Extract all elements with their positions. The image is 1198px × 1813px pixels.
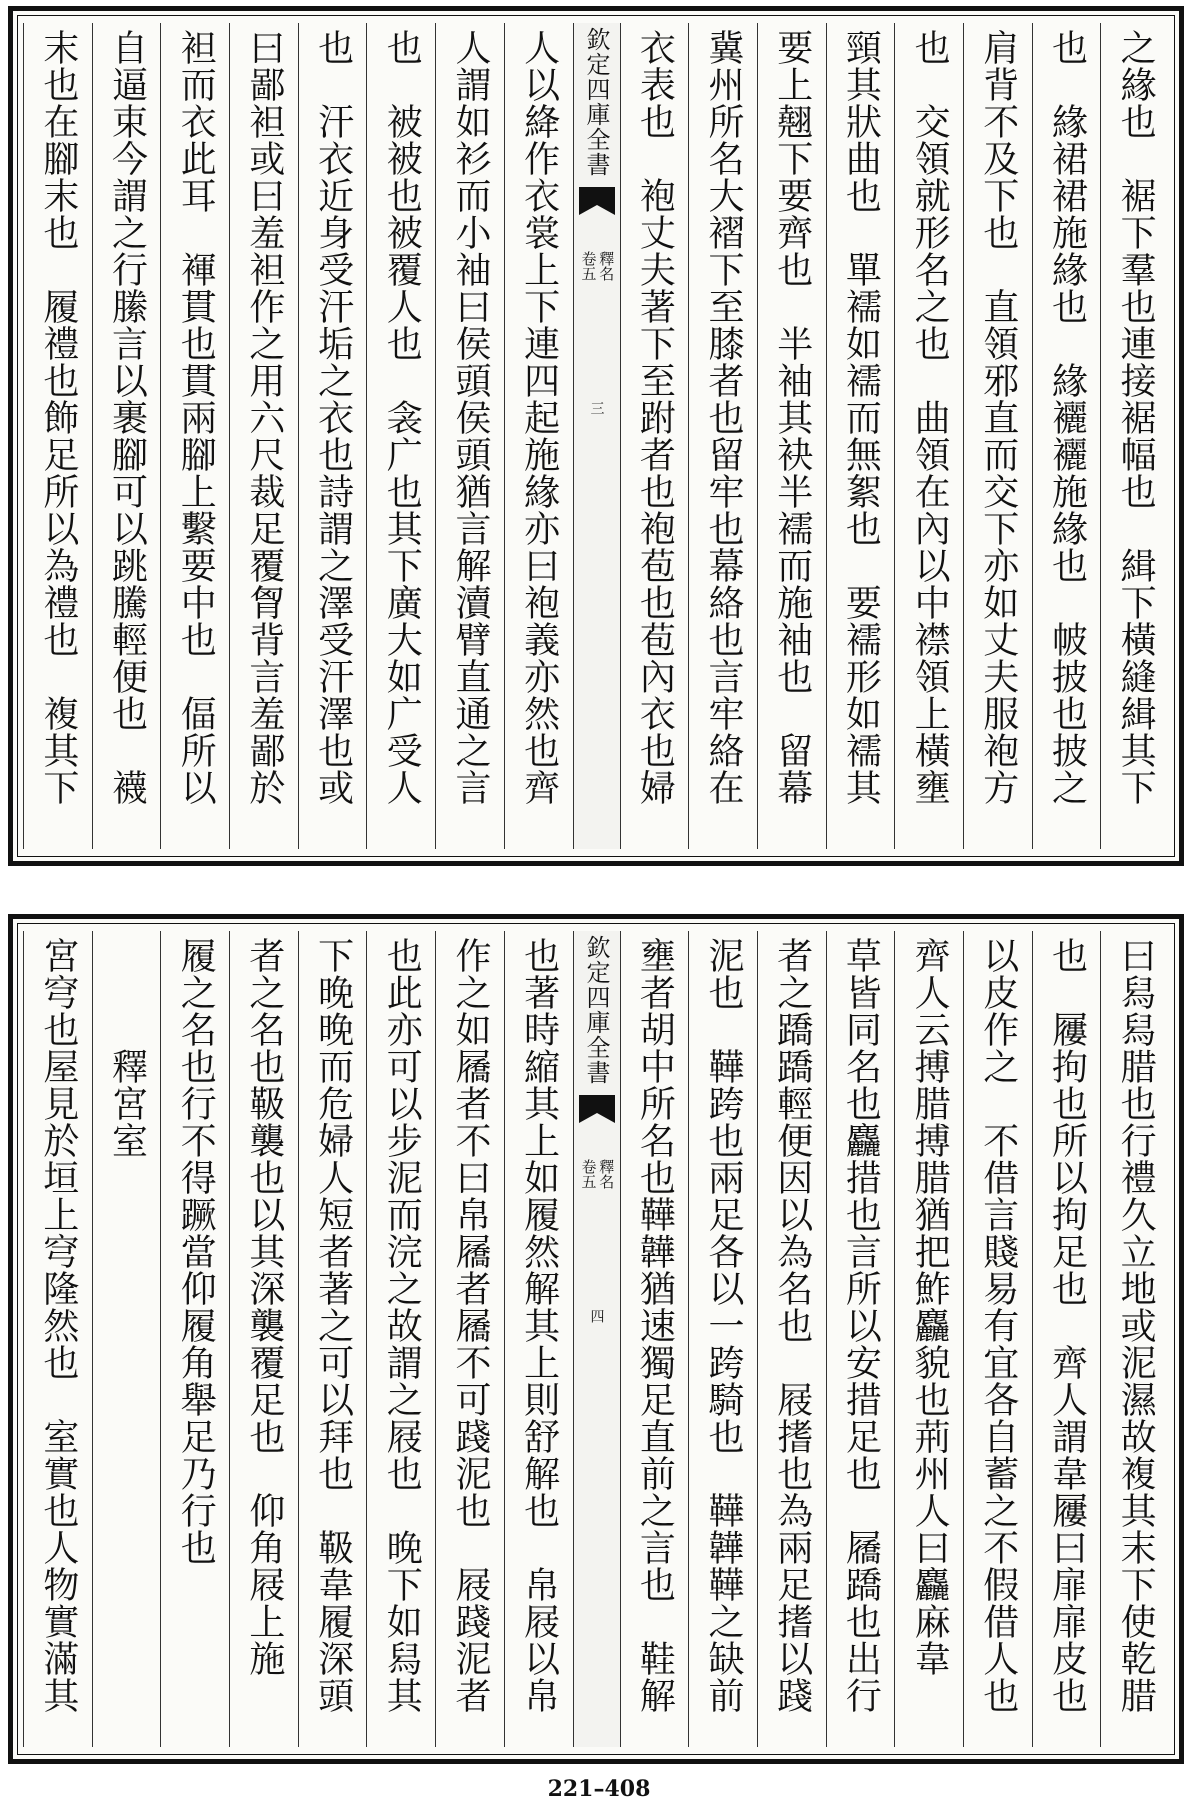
folio-number: 三: [588, 401, 605, 415]
text-column: [504, 23, 573, 849]
column-text: 之緣也 裾下羣也連接裾幅也 緝下橫縫緝其下: [1115, 29, 1157, 806]
column-text: 也著時縮其上如履然解其上則舒解也 帛屐以帛: [518, 937, 560, 1714]
column-text: 齊人云搏腊搏腊猶把鮓麤貌也荊州人曰麤麻韋: [909, 937, 951, 1677]
text-column: [504, 931, 573, 1747]
folio-number: 四: [588, 1309, 605, 1323]
book-name: 釋名: [597, 1159, 616, 1189]
text-column: [435, 23, 504, 849]
center-fold-column: [573, 23, 620, 849]
text-column: [1032, 931, 1101, 1747]
book-series-title: 欽定四庫全書: [582, 27, 610, 177]
fishtail-ornament-icon: [577, 185, 617, 219]
text-column: [298, 23, 367, 849]
volume-name: 卷五: [579, 1159, 598, 1189]
text-column: [92, 23, 161, 849]
text-column: [1100, 23, 1169, 849]
book-series-title: 欽定四庫全書: [582, 935, 610, 1085]
text-columns-lower: [23, 931, 1169, 1747]
text-column: [757, 931, 826, 1747]
text-column: [366, 931, 435, 1747]
page-lower: [8, 914, 1184, 1764]
text-column: [620, 23, 689, 849]
column-text: 末也在腳末也 履禮也飾足所以為禮也 複其下: [37, 29, 79, 806]
page-upper: [8, 6, 1184, 866]
column-text: 曰舄舄腊也行禮久立地或泥濕故複其末下使乾腊: [1115, 937, 1157, 1714]
column-text: 釋宮室: [106, 937, 148, 1159]
column-text: 以皮作之 不借言賤易有宜各自蓄之不假借人也: [977, 937, 1019, 1714]
text-column: [298, 931, 367, 1747]
text-column: [826, 23, 895, 849]
text-column: [688, 931, 757, 1747]
column-text: 者之蹻蹻輕便因以為名也 屐搘也為兩足搘以踐: [771, 937, 813, 1714]
text-column: [688, 23, 757, 849]
text-column: [1100, 931, 1169, 1747]
column-text: 也 屨拘也所以拘足也 齊人謂韋屨曰扉扉皮也: [1046, 937, 1088, 1714]
text-column: [963, 931, 1032, 1747]
book-volume-label: [580, 1159, 614, 1189]
column-text: 宮穹也屋見於垣上穹隆然也 室實也人物實滿其: [37, 937, 79, 1714]
center-fold-column: [573, 931, 620, 1747]
column-text: 草皆同名也麤措也言所以安措足也 屩蹻也出行: [840, 937, 882, 1714]
column-text: 肩背不及下也 直領邪直而交下亦如丈夫服袍方: [977, 29, 1019, 806]
column-text: 也 汗衣近身受汗垢之衣也詩謂之澤受汗澤也或: [312, 29, 354, 806]
column-text: 人謂如衫而小袖曰侯頭侯頭猶言解瀆臂直通之言: [449, 29, 491, 806]
book-name: 釋名: [597, 251, 616, 281]
column-text: 袒而衣此耳 褌貫也貫兩腳上繫要中也 偪所以: [175, 29, 217, 806]
text-column: [229, 23, 298, 849]
column-text: 也 緣裙裙施緣也 緣襹襹施緣也 帔披也披之: [1046, 29, 1088, 806]
text-column: [160, 931, 229, 1747]
text-column: [366, 23, 435, 849]
fishtail-ornament-icon: [577, 1093, 617, 1127]
column-text: 頸其狀曲也 單襦如襦而無絮也 要襦形如襦其: [840, 29, 882, 806]
column-text: 也此亦可以步泥而浣之故謂之屐也 晚下如舄其: [381, 937, 423, 1714]
column-text: 要上翹下要齊也 半袖其袂半襦而施袖也 留幕: [771, 29, 813, 806]
text-column: [894, 931, 963, 1747]
column-text: 自逼束今謂之行縢言以裹腳可以跳騰輕便也 襪: [106, 29, 148, 806]
volume-name: 卷五: [579, 251, 598, 281]
column-text: 也 交領就形名之也 曲領在內以中襟領上橫壅: [909, 29, 951, 806]
text-column: [894, 23, 963, 849]
text-column: [23, 23, 92, 849]
column-text: 人以絳作衣裳上下連四起施緣亦曰袍義亦然也齊: [518, 29, 560, 806]
column-text: 壅者胡中所名也鞾韡猶速獨足直前之言也 鞋解: [634, 937, 676, 1714]
book-volume-label: [580, 251, 614, 281]
text-column: [435, 931, 504, 1747]
column-text: 冀州所名大褶下至膝者也留牢也幕絡也言牢絡在: [703, 29, 745, 806]
text-column: [160, 23, 229, 849]
column-text: 者之名也靸襲也以其深襲覆足也 仰角屐上施: [243, 937, 285, 1677]
column-text: 衣表也 袍丈夫著下至跗者也袍苞也苞內衣也婦: [634, 29, 676, 806]
text-column: [1032, 23, 1101, 849]
text-column: [963, 23, 1032, 849]
text-column: [757, 23, 826, 849]
column-text: 曰鄙袒或曰羞袒作之用六尺裁足覆胷背言羞鄙於: [243, 29, 285, 806]
text-column: [229, 931, 298, 1747]
column-text: 也 被被也被覆人也 衾广也其下廣大如广受人: [381, 29, 423, 806]
column-text: 泥也 鞾跨也兩足各以一跨騎也 鞾韡鞾之缺前: [703, 937, 745, 1714]
text-column: [620, 931, 689, 1747]
text-columns-upper: [23, 23, 1169, 849]
text-column: [826, 931, 895, 1747]
text-column: [92, 931, 161, 1747]
text-column: [23, 931, 92, 1747]
column-text: 下晚晚而危婦人短者著之可以拜也 靸韋履深頭: [312, 937, 354, 1714]
column-text: 履之名也行不得蹶當仰履角舉足乃行也: [175, 937, 217, 1566]
page-reference-number: 221–408: [547, 1776, 651, 1802]
column-text: 作之如屩者不曰帛屩者屩不可踐泥也 屐踐泥者: [449, 937, 491, 1714]
